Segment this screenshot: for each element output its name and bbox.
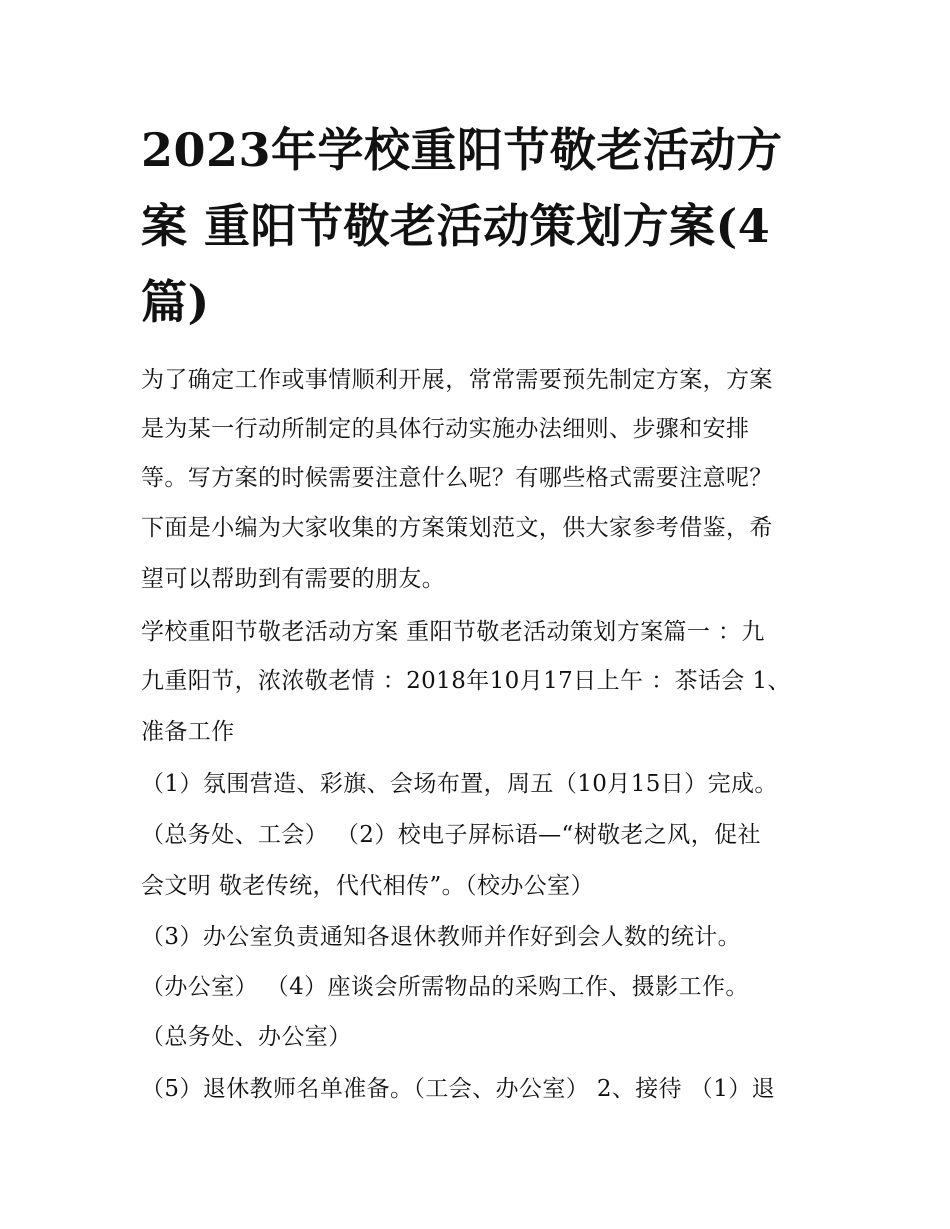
body-text-line: （1）氛围营造、彩旗、会场布置，周五（10月15日）完成。 [141,771,778,797]
body-text-line: 望可以帮助到有需要的朋友。 [141,566,446,592]
document-title [141,112,821,340]
body-text-line: （5）退休教师名单准备。（工会、办公室） 2、接待 （1）退 [141,1076,776,1102]
body-text-line: 为了确定工作或事情顺利开展，常常需要预先制定方案，方案 [141,367,773,393]
body-text-line: 九重阳节，浓浓敬老情 ：2018年10月17日上午 ：茶话会 1、 [141,668,791,694]
body-text-line: （3）办公室负责通知各退休教师并作好到会人数的统计。 [141,924,742,950]
body-text-line: 是为某一行动所制定的具体行动实施办法细则、步骤和安排 [141,416,750,442]
body-text-line: 学校重阳节敬老活动方案 重阳节敬老活动策划方案篇一 ：九 [141,619,765,645]
title-line: 案 重阳节敬老活动策划方案(4 [141,199,771,253]
body-text-line: 等。写方案的时候需要注意什么呢？有哪些格式需要注意呢？ [141,465,773,491]
body-text-line: 下面是小编为大家收集的方案策划范文，供大家参考借鉴，希 [141,515,773,541]
body-text-line: （总务处、工会） （2）校电子屏标语—“树敬老之风，促社 [141,822,761,848]
body-text-line: （办公室） （4）座谈会所需物品的采购工作、摄影工作。 [141,974,749,1000]
title-line: 2023年学校重阳节敬老活动方 [141,123,783,177]
body-text-line: （总务处、办公室） [141,1024,352,1050]
body-text-line: 准备工作 [141,719,235,745]
body-text-line: 会文明 敬老传统，代代相传”。（校办公室） [141,873,594,899]
title-line: 篇) [141,275,210,329]
